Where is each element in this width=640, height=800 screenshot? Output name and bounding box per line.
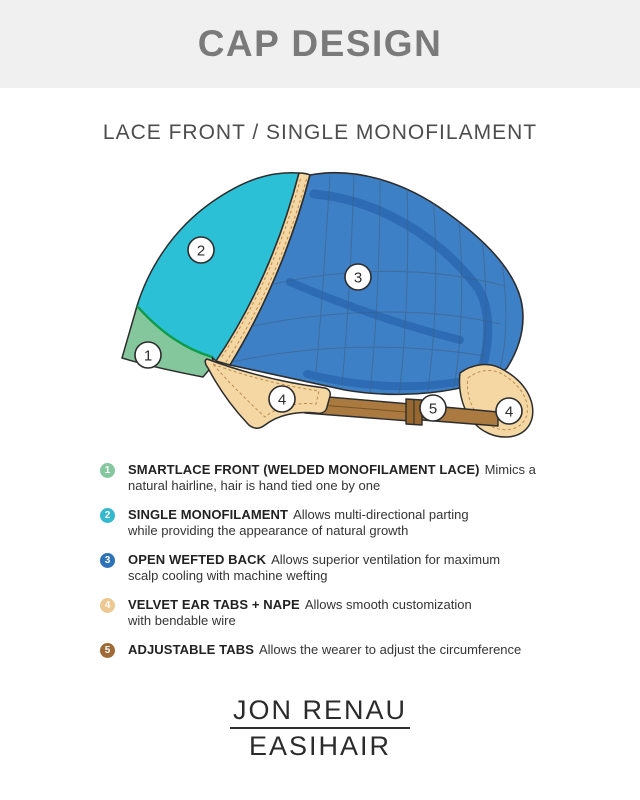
callout-4-left — [269, 386, 295, 412]
svg-text:4: 4 — [277, 391, 287, 409]
svg-text:3: 3 — [353, 269, 363, 287]
callout-4-right — [496, 398, 522, 424]
callout-3 — [345, 264, 371, 290]
legend-desc: Allows the wearer to adjust the circumference — [258, 642, 522, 657]
legend-desc-line2: with bendable wire — [128, 613, 236, 628]
callout-5 — [420, 395, 446, 421]
legend-desc: Mimics a — [484, 462, 536, 477]
page-title: CAP DESIGN — [197, 23, 443, 64]
legend-item-velvet-ear-tabs — [100, 597, 570, 629]
legend-desc-line2: scalp cooling with machine wefting — [128, 568, 328, 583]
legend-desc: Allows superior ventilation for maximum — [271, 552, 501, 567]
legend-item-adjustable-tabs — [100, 642, 570, 658]
legend — [100, 462, 570, 671]
legend-badge-5: 5 — [100, 643, 115, 658]
legend-desc: Allows multi-directional parting — [293, 507, 469, 522]
callout-2 — [188, 237, 214, 263]
svg-text:5: 5 — [428, 400, 438, 418]
legend-item-open-wefted-back — [100, 552, 570, 584]
legend-label: OPEN WEFTED BACK — [128, 552, 267, 567]
subtitle: LACE FRONT / SINGLE MONOFILAMENT — [102, 121, 538, 144]
svg-text:1: 1 — [143, 347, 153, 365]
svg-text:4: 4 — [504, 403, 514, 421]
legend-label: SMARTLACE FRONT (WELDED MONOFILAMENT LACE) — [128, 462, 480, 477]
logo-divider — [230, 727, 410, 729]
legend-label: SINGLE MONOFILAMENT — [128, 507, 289, 522]
brand-easihair: EASIHAIR — [248, 731, 392, 761]
legend-desc-line2: while providing the appearance of natural growth — [128, 523, 409, 538]
callout-1 — [135, 342, 161, 368]
brand-jon-renau: JON RENAU — [232, 695, 407, 725]
legend-badge-3: 3 — [100, 553, 115, 568]
cap-diagram — [100, 158, 540, 443]
header-band — [0, 0, 640, 88]
legend-badge-2: 2 — [100, 508, 115, 523]
legend-label: ADJUSTABLE TABS — [128, 642, 254, 657]
legend-desc: Allows smooth customization — [304, 597, 472, 612]
legend-badge-4: 4 — [100, 598, 115, 613]
legend-label: VELVET EAR TABS + NAPE — [128, 597, 300, 612]
legend-desc-line2: natural hairline, hair is hand tied one by one — [128, 478, 381, 493]
legend-item-single-monofilament — [100, 507, 570, 539]
svg-text:2: 2 — [196, 242, 206, 260]
legend-badge-1: 1 — [100, 463, 115, 478]
legend-item-smartlace-front — [100, 462, 570, 494]
brand-logo — [0, 696, 640, 761]
